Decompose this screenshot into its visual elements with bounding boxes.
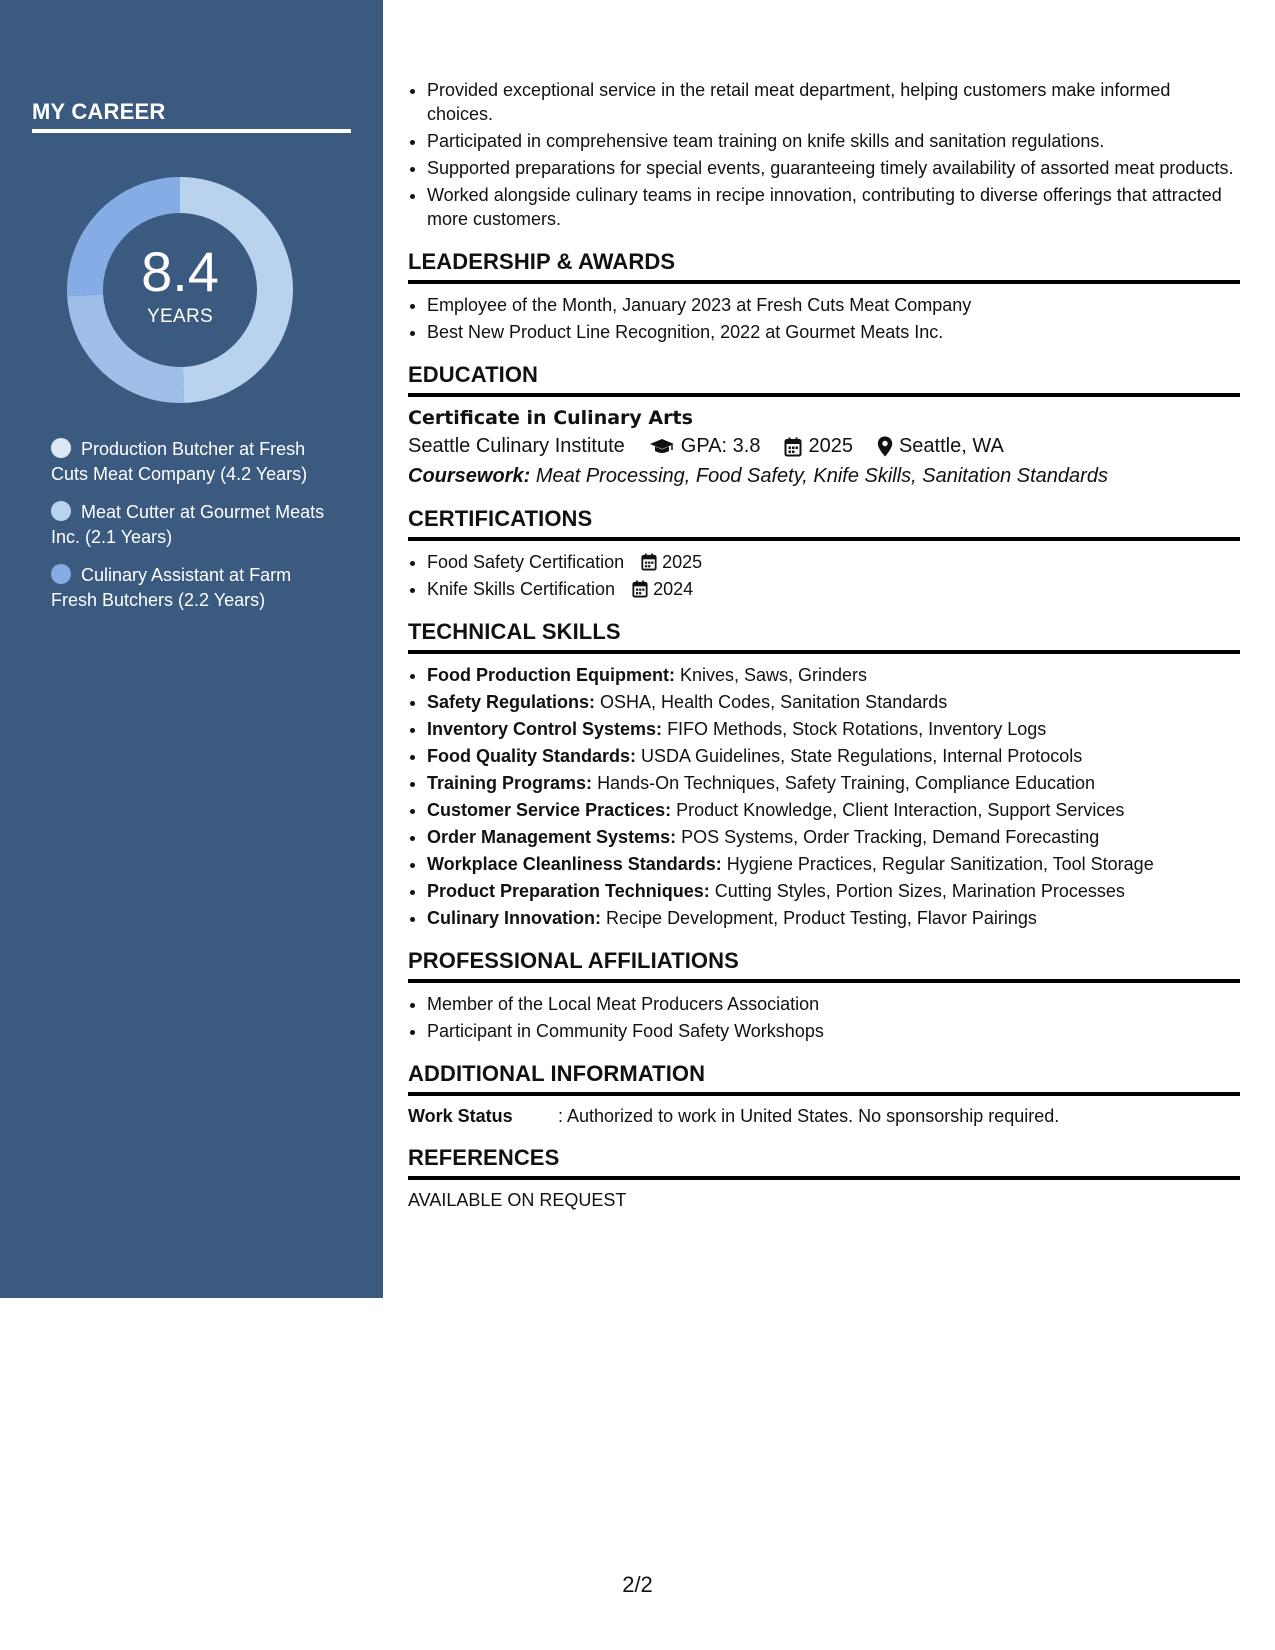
legend-dot <box>51 501 71 521</box>
skill-value: FIFO Methods, Stock Rotations, Inventory Logs <box>667 719 1047 739</box>
leadership-title: LEADERSHIP & AWARDS <box>408 249 1240 284</box>
skills-list <box>408 663 1240 930</box>
donut-slice <box>180 177 293 403</box>
education-gpa: GPA: 3.8 <box>680 435 761 457</box>
experience-bullet: • Participated in comprehensive team training on knife skills and sanitation regulations. <box>427 129 1240 153</box>
award-item: • Employee of the Month, January 2023 at Fresh Cuts Meat Company <box>427 293 1240 317</box>
skill-item <box>427 663 1240 687</box>
certification-item <box>427 550 1240 574</box>
skill-name: Culinary Innovation: <box>427 908 602 928</box>
skill-item <box>427 744 1240 768</box>
experience-bullet: • Provided exceptional service in the retail meat department, helping customers make informed choices. <box>427 78 1240 126</box>
donut-slice <box>67 294 184 403</box>
legend-dot <box>51 564 71 584</box>
certification-year: 2025 <box>662 552 703 572</box>
career-item <box>51 563 341 613</box>
main-content <box>408 78 1240 1211</box>
certification-item <box>427 577 1240 601</box>
skill-item <box>427 852 1240 876</box>
career-donut-chart <box>67 177 293 403</box>
experience-bullets <box>408 78 1240 231</box>
career-item-label: Meat Cutter at Gourmet Meats Inc. (2.1 Years) <box>51 502 325 547</box>
graduation-cap-icon <box>649 438 675 456</box>
skill-item <box>427 825 1240 849</box>
skill-value: Hygiene Practices, Regular Sanitization, Tool Storage <box>726 854 1154 874</box>
education-details <box>408 435 1240 458</box>
certification-name: Knife Skills Certification <box>427 579 616 599</box>
award-item: • Best New Product Line Recognition, 2022 at Gourmet Meats Inc. <box>427 320 1240 344</box>
certifications-section <box>408 506 1240 601</box>
location-pin-icon <box>877 436 893 457</box>
skill-value: Recipe Development, Product Testing, Flavor Pairings <box>606 908 1037 928</box>
career-item-label: Culinary Assistant at Farm Fresh Butchers (2.2 Years) <box>51 565 292 610</box>
skill-value: OSHA, Health Codes, Sanitation Standards <box>600 692 948 712</box>
affiliations-section <box>408 948 1240 1043</box>
additional-section <box>408 1061 1240 1127</box>
skill-item <box>427 906 1240 930</box>
skills-section <box>408 619 1240 930</box>
affiliation-item: • Member of the Local Meat Producers Association <box>427 992 1240 1016</box>
skill-item <box>427 771 1240 795</box>
certifications-list <box>408 550 1240 601</box>
affiliations-list <box>408 992 1240 1043</box>
skill-value: Cutting Styles, Portion Sizes, Marination Processes <box>714 881 1125 901</box>
skill-value: Product Knowledge, Client Interaction, Support Services <box>676 800 1125 820</box>
skill-name: Safety Regulations: <box>427 692 596 712</box>
skill-name: Food Quality Standards: <box>427 746 637 766</box>
work-status-value: : Authorized to work in United States. No sponsorship required. <box>558 1106 1060 1126</box>
experience-bullet: • Supported preparations for special events, guaranteeing timely availability of assorted meat products. <box>427 156 1240 180</box>
career-title: MY CAREER <box>32 99 166 124</box>
references-section <box>408 1145 1240 1211</box>
years-label: YEARS <box>147 306 213 327</box>
work-status-label: Work Status <box>408 1106 513 1126</box>
career-item <box>51 500 341 550</box>
skill-name: Workplace Cleanliness Standards: <box>427 854 722 874</box>
affiliations-title: PROFESSIONAL AFFILIATIONS <box>408 948 1240 983</box>
skill-name: Training Programs: <box>427 773 593 793</box>
references-title: REFERENCES <box>408 1145 1240 1180</box>
skill-value: POS Systems, Order Tracking, Demand Forecasting <box>681 827 1100 847</box>
skill-value: Hands-On Techniques, Safety Training, Compliance Education <box>597 773 1096 793</box>
skill-name: Product Preparation Techniques: <box>427 881 710 901</box>
additional-title: ADDITIONAL INFORMATION <box>408 1061 1240 1096</box>
leadership-list <box>408 293 1240 344</box>
certification-year: 2024 <box>653 579 694 599</box>
calendar-icon <box>641 553 657 571</box>
legend-dot <box>51 438 71 458</box>
calendar-icon <box>784 437 802 457</box>
education-coursework <box>408 465 1240 488</box>
coursework-label: Coursework: <box>408 465 531 487</box>
experience-bullet: • Worked alongside culinary teams in recipe innovation, contributing to diverse offerings that attracted more customers. <box>427 183 1240 231</box>
career-item-label: Production Butcher at Fresh Cuts Meat Company (4.2 Years) <box>51 439 308 484</box>
education-section <box>408 362 1240 488</box>
career-list <box>51 437 341 626</box>
skill-name: Customer Service Practices: <box>427 800 672 820</box>
education-degree: Certificate in Culinary Arts <box>408 407 693 429</box>
skill-name: Food Production Equipment: <box>427 665 675 685</box>
skill-value: Knives, Saws, Grinders <box>679 665 868 685</box>
education-title: EDUCATION <box>408 362 1240 397</box>
career-item <box>51 437 341 487</box>
skill-item <box>427 879 1240 903</box>
skill-value: USDA Guidelines, State Regulations, Internal Protocols <box>641 746 1083 766</box>
work-status-row <box>408 1106 1240 1127</box>
affiliation-item: • Participant in Community Food Safety Workshops <box>427 1019 1240 1043</box>
education-year: 2025 <box>808 435 853 457</box>
leadership-section <box>408 249 1240 344</box>
education-school: Seattle Culinary Institute <box>408 435 625 457</box>
education-location: Seattle, WA <box>898 435 1004 457</box>
skill-name: Order Management Systems: <box>427 827 677 847</box>
skills-title: TECHNICAL SKILLS <box>408 619 1240 654</box>
coursework-value: Meat Processing, Food Safety, Knife Skills, Sanitation Standards <box>535 465 1108 487</box>
references-text: AVAILABLE ON REQUEST <box>408 1190 627 1210</box>
skill-item <box>427 717 1240 741</box>
certifications-title: CERTIFICATIONS <box>408 506 1240 541</box>
calendar-icon <box>632 580 648 598</box>
sidebar <box>0 0 383 1298</box>
total-years: 8.4 <box>141 240 219 303</box>
page-number: 2/2 <box>622 1572 653 1597</box>
skill-item <box>427 798 1240 822</box>
skill-item <box>427 690 1240 714</box>
certification-name: Food Safety Certification <box>427 552 625 572</box>
donut-slice <box>67 177 180 296</box>
career-title-rule <box>32 129 351 133</box>
skill-name: Inventory Control Systems: <box>427 719 663 739</box>
